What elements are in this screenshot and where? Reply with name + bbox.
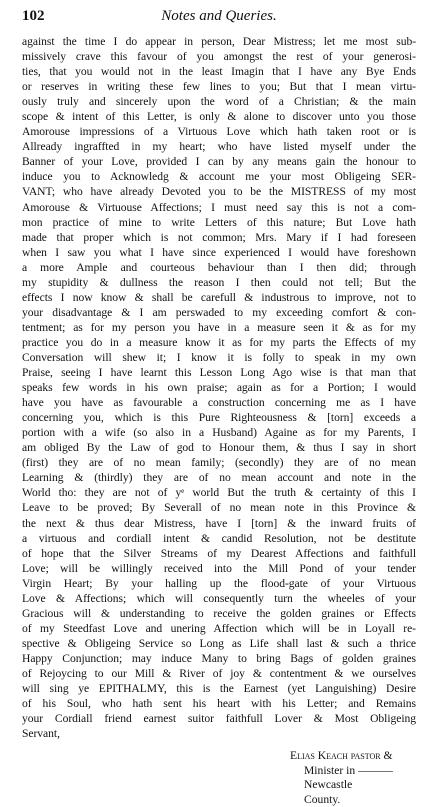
letter-body [22,34,416,741]
text-line: of Rejoycing to our Mill & River of joy & contentment & we ourselves [22,666,416,680]
text-line: Praise, seeing I have learnt this Lesson Long Ago wise is that man that [22,366,416,380]
text-line: your disadvantage & I am perswaded to my exceeding comfort & con- [22,305,416,319]
text-line: VANT; who have already Devoted you to be the MISTRESS of my most [22,185,416,199]
text-line: Love; will be willingly received into the Mill Pond of your tender [22,561,416,575]
document-page [22,8,416,807]
text-line: Servant, [22,727,60,741]
text-line: scope & intent of this Letter, is only & alone to discover unto you those [22,110,416,124]
text-line: tentment; as for my person you have in a measure seen it & as for my [22,320,416,334]
text-line: Gracious will & understanding to receive the golden graines or Effects [22,606,416,620]
text-line: Allready ingraffted in my heart; who have listed myself under the [22,140,416,154]
text-line: Learning & (thirdly) they are of no mean account and note in the [22,471,416,485]
text-line: against the time I do appear in person, Dear Mistress; let me most sub- [22,35,416,48]
text-line: missively crave this favour of you amongst the rest of your generosi- [22,50,416,64]
text-line: Conversation will shew it; I know it is folly to speak in my own [22,350,416,364]
text-line: my stupidity & dullness the reason I then could not tell; But the [22,275,416,289]
text-line: effects I now know & shall be carefull & industrous to improve, not to [22,290,416,304]
signature-name: Elias Keach pastor & [290,749,393,763]
text-line: of hope that the Silver Streams of my Dearest Affections and faithfull [22,546,416,560]
text-line: concerning you, which is this Pure Righteousness & [torn] exceeds a [22,411,416,425]
signature-title: Minister in ——— Newcastle [304,763,393,792]
page-header [22,8,416,28]
text-line: when I saw you what I have since experienced I would have foreshown [22,245,416,259]
text-line: of his Soul, who hath sent his heart with his Letter; and Remains [22,697,416,711]
signature-place: County. [304,792,341,806]
text-line: induce you to Acknowledg & account me your most Obligeing SER- [22,170,416,184]
signature-block [22,749,416,807]
text-line: made that proper which is not common; Mrs. Mary if I had foreseen [22,230,416,244]
text-line: Love & Affections; which will consequently turn the wheeles of your [22,591,416,605]
text-line: the next & thus dear Mistress, have I [torn] & the inward fruits of [22,516,416,530]
text-line: a more Ample and courteous behaviour than I then did; through [22,260,416,274]
running-title: Notes and Queries. [161,8,277,24]
text-line: of my Steedfast Love and unering Affection which will be in Loyall re- [22,621,416,635]
text-line: (first) they are of no mean family; (secondly) they are of no mean [22,456,416,470]
text-line: ties, that you would not in the least Imagin that I have any Bye Ends [22,65,416,79]
page-number: 102 [22,8,45,24]
text-line: Banner of your Love, provided I can by any means gain the honour to [22,155,416,169]
text-line: am obliged By the Law of god to Honour them, & thus I say in short [22,441,416,455]
text-line: mon practice of mine to write Letters of this nature; But Love hath [22,215,416,229]
text-line: speaks few words in his own praise; again as for a Portion; I would [22,381,416,395]
text-line: Happy Conjunction; may induce Many to bring Bags of golden graines [22,651,416,665]
text-line: practice you do in a measure know it as for my parts the Effects of my [22,335,416,349]
text-line: Virgin Heart; By your halling up the flood-gate of your Virtuous [22,576,416,590]
text-line: have you have as favourable a construction concerning me as I have [22,396,416,410]
text-line: or reserves in writing these few lines to you; But that I mean virtu- [22,80,416,94]
text-line: Amorouse impressions of a Virtuous Love which hath taken root or is [22,125,416,139]
text-line: World tho: they are not of yᵉ world But the truth & certainty of this I [22,486,416,500]
text-line: will sing ye EPITHALMY, this is the Earnest (yet Languishing) Desire [22,682,416,696]
text-line: Amorouse & Virtuouse Affections; I must need say this is not a com- [22,200,416,214]
text-line: your Cordiall friend earnest suitor faithfull Lover & Most Obligeing [22,712,416,726]
text-line: portion with a wife (so also in a Husband) Againe as for my Parents, I [22,426,416,440]
text-line: spective & Obligeing Service so Long as Life shall last & such a thrice [22,636,416,650]
text-line: a virtuous and cordiall intent & candid Resolution, not be destitute [22,531,416,545]
text-line: ously truly and sincerely upon the word of a Christian; & the main [22,95,416,109]
text-line: Leave to be proved; By Severall of no mean note in this Province & [22,501,416,515]
